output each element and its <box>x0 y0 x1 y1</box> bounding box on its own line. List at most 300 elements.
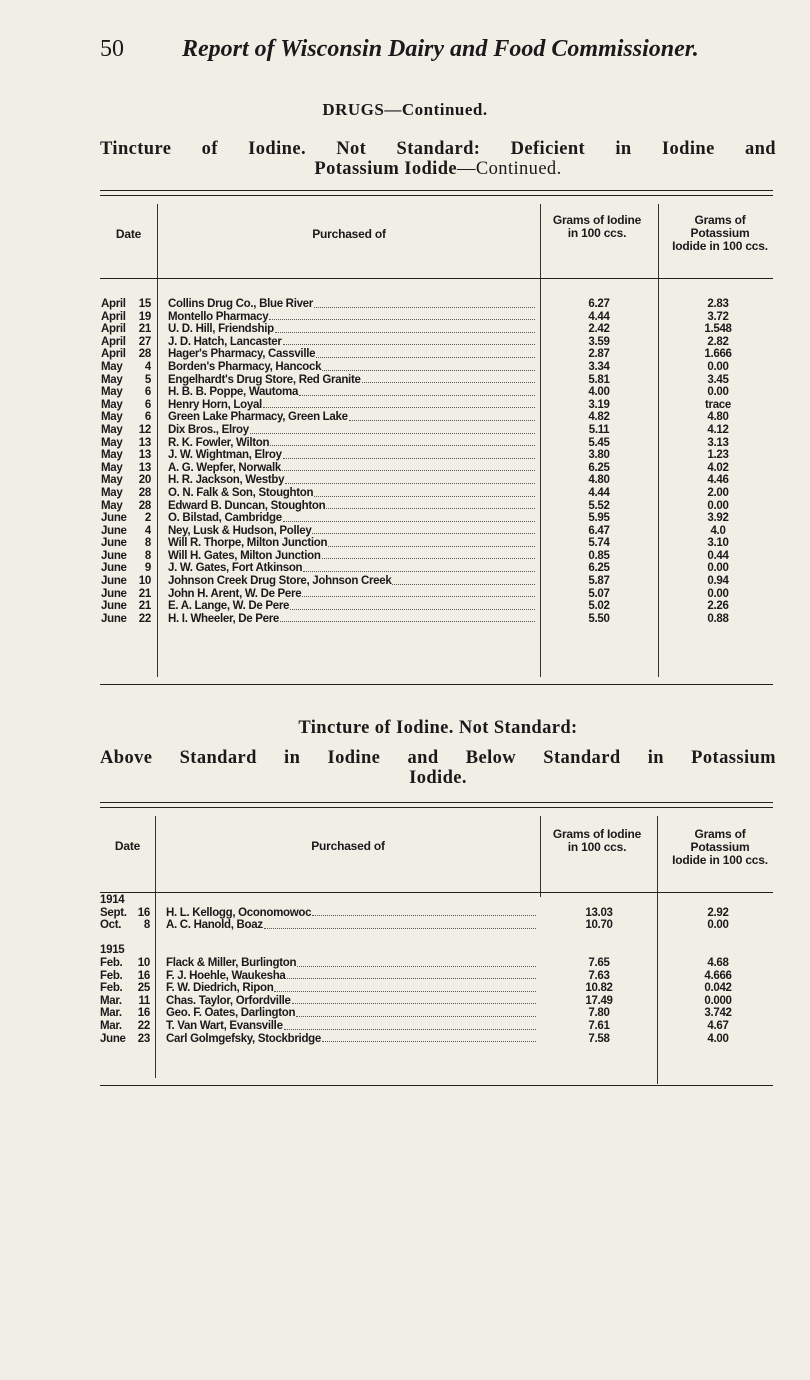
date-day: 28 <box>138 499 151 512</box>
iodine-value: 5.02 <box>588 600 610 613</box>
potassium-iodide-value: 4.68 <box>707 956 729 969</box>
potassium-iodide-value: 0.00 <box>707 499 729 512</box>
dot-leader <box>287 970 536 980</box>
purchased-of-name: H. L. Kellogg, Oconomowoc <box>166 906 312 919</box>
date-cell <box>101 361 151 374</box>
date-cell <box>101 323 151 336</box>
dot-leader <box>280 613 535 623</box>
potassium-iodide-value: 3.10 <box>707 537 729 550</box>
date-day: 28 <box>138 348 151 361</box>
dot-leader <box>314 298 535 308</box>
date-cell <box>101 550 151 563</box>
spacer-cell <box>552 932 646 945</box>
table1-date-column <box>101 298 151 625</box>
table2-divider <box>540 816 541 897</box>
date-day: 2 <box>144 512 151 525</box>
dot-leader <box>296 1007 536 1017</box>
date-month: June <box>101 549 127 562</box>
potassium-iodide-value: 2.82 <box>707 335 729 348</box>
date-cell <box>100 1007 150 1020</box>
date-month: May <box>101 386 123 399</box>
purchased-of-name: J. W. Wightman, Elroy <box>168 449 282 462</box>
date-month: June <box>101 612 127 625</box>
date-month: June <box>100 1032 126 1045</box>
iodine-value: 3.34 <box>588 360 610 373</box>
date-day: 28 <box>138 486 151 499</box>
purchased-of-name: Ney, Lusk & Hudson, Polley <box>168 524 312 537</box>
potassium-iodide-value: 2.83 <box>707 298 729 310</box>
iodine-value: 2.87 <box>588 348 610 361</box>
purchased-of-name: Carl Golmgefsky, Stockbridge <box>166 1032 321 1045</box>
iodine-value: 4.44 <box>588 486 610 499</box>
iodine-value: 5.45 <box>588 436 610 449</box>
iodine-value: 5.74 <box>588 537 610 550</box>
date-cell <box>100 1033 150 1046</box>
potassium-iodide-value: 1.23 <box>707 449 729 462</box>
year-text: 1915 <box>100 944 125 957</box>
iodine-value: 5.81 <box>588 373 610 386</box>
table2 <box>100 802 773 1094</box>
date-day: 6 <box>144 386 151 399</box>
potassium-iodide-value: 0.000 <box>704 994 732 1007</box>
purchased-of-cell <box>168 600 537 613</box>
date-day: 4 <box>144 524 151 537</box>
purchased-of-name: J. W. Gates, Fort Atkinson <box>168 562 303 575</box>
date-day: 27 <box>138 335 151 348</box>
potassium-iodide-value: 0.00 <box>707 562 729 575</box>
table1-heading-continued: —Continued. <box>457 159 562 179</box>
purchased-of-cell <box>168 550 537 563</box>
date-cell <box>101 487 151 500</box>
date-month: Mar. <box>100 1019 122 1032</box>
table2-divider <box>155 816 156 1078</box>
potassium-iodide-value: 3.45 <box>707 373 729 386</box>
table2-purchased-column <box>166 894 538 1045</box>
date-month: May <box>101 486 123 499</box>
potassium-iodide-value: 3.92 <box>707 512 729 525</box>
iodine-value: 10.70 <box>585 919 613 932</box>
table2-header-iodine: Grams of Iodine in 100 ccs. <box>552 827 642 854</box>
purchased-of-name: T. Van Wart, Evansville <box>166 1019 283 1032</box>
dot-leader <box>392 575 535 585</box>
table2-header-purchased: Purchased of <box>311 839 385 853</box>
purchased-of-cell <box>168 311 537 324</box>
date-cell <box>100 970 150 983</box>
date-cell <box>101 500 151 513</box>
date-cell <box>100 919 150 932</box>
purchased-of-cell <box>168 411 537 424</box>
date-day: 19 <box>138 310 151 323</box>
table1-header-rule <box>100 278 773 279</box>
date-cell <box>101 562 151 575</box>
purchased-of-cell <box>168 575 537 588</box>
purchased-of-cell <box>168 424 537 437</box>
table1-heading <box>100 139 776 179</box>
purchased-of-cell <box>168 437 537 450</box>
purchased-of-cell <box>168 512 537 525</box>
spacer-cell <box>670 932 766 945</box>
iodine-value: 5.50 <box>588 612 610 625</box>
table1-iodine-column <box>552 298 646 625</box>
purchased-of-cell <box>166 919 538 932</box>
iodine-value: 3.80 <box>588 449 610 462</box>
potassium-iodide-value: 4.67 <box>707 1019 729 1032</box>
dot-leader <box>322 361 535 371</box>
potassium-iodide-value: 4.80 <box>707 411 729 424</box>
date-day: 20 <box>138 474 151 487</box>
dot-leader <box>283 512 535 522</box>
purchased-of-name: Montello Pharmacy <box>168 310 269 323</box>
potassium-iodide-value: 4.00 <box>707 1032 729 1045</box>
potassium-iodide-value: 3.742 <box>704 1007 732 1020</box>
purchased-of-cell <box>166 1033 538 1046</box>
table1-purchased-column <box>168 298 537 625</box>
potassium-iodide-value: 2.92 <box>707 906 729 919</box>
date-cell <box>101 311 151 324</box>
potassium-iodide-value: 0.042 <box>704 982 732 995</box>
date-month: April <box>101 298 126 310</box>
table2-header-date: Date <box>114 839 141 853</box>
dot-leader <box>349 411 535 421</box>
potassium-iodide-value: trace <box>705 398 731 411</box>
iodine-value: 5.11 <box>588 423 610 436</box>
iodine-value: 5.95 <box>588 512 610 525</box>
date-month: Feb. <box>100 956 123 969</box>
date-day: 10 <box>137 956 150 969</box>
date-month: June <box>101 587 127 600</box>
dot-leader <box>283 336 535 346</box>
table2-divider <box>657 816 658 1084</box>
dot-leader <box>274 982 536 992</box>
date-month: May <box>101 360 123 373</box>
date-month: April <box>101 348 126 361</box>
potassium-iodide-value: 0.94 <box>707 575 729 588</box>
purchased-of-cell <box>168 386 537 399</box>
purchased-of-cell <box>166 982 538 995</box>
date-day: 10 <box>138 575 151 588</box>
table1-header-potassium: Grams of Potassium Iodide in 100 ccs. <box>672 213 768 253</box>
date-month: May <box>101 398 123 411</box>
date-day: 13 <box>138 436 151 449</box>
dot-leader <box>312 907 536 917</box>
date-cell <box>101 575 151 588</box>
date-month: May <box>101 449 123 462</box>
iodine-value: 7.65 <box>588 956 610 969</box>
table2-heading <box>100 718 776 788</box>
iodine-value: 0.85 <box>588 549 610 562</box>
potassium-iodide-value: 4.02 <box>707 461 729 474</box>
blank-cell <box>552 894 646 907</box>
table2-date-column <box>100 894 150 1045</box>
dot-leader <box>297 957 536 967</box>
date-cell <box>101 512 151 525</box>
table2-potassium-column <box>670 894 766 1045</box>
dot-leader <box>269 311 535 321</box>
purchased-of-name: O. N. Falk & Son, Stoughton <box>168 486 314 499</box>
purchased-of-name: O. Bilstad, Cambridge <box>168 512 282 525</box>
iodine-value: 10.82 <box>585 982 613 995</box>
dot-leader <box>299 386 535 396</box>
date-day: 11 <box>138 994 150 1007</box>
date-month: May <box>101 499 123 512</box>
date-month: May <box>101 474 123 487</box>
date-month: Oct. <box>100 919 122 932</box>
date-day: 21 <box>138 587 151 600</box>
iodine-value: 7.61 <box>588 1019 610 1032</box>
date-cell <box>101 437 151 450</box>
date-day: 25 <box>137 982 150 995</box>
running-head <box>100 36 750 66</box>
date-cell <box>101 348 151 361</box>
section-title: DRUGS—Continued. <box>322 100 488 119</box>
dot-leader <box>250 424 535 434</box>
dot-leader <box>290 600 535 610</box>
running-title: Report of Wisconsin Dairy and Food Commissioner. <box>182 36 699 62</box>
date-month: Feb. <box>100 982 123 995</box>
date-cell <box>101 588 151 601</box>
date-cell <box>101 474 151 487</box>
table2-header-rule <box>100 892 773 893</box>
date-day: 8 <box>144 537 151 550</box>
purchased-of-name: John H. Arent, W. De Pere <box>168 587 302 600</box>
purchased-of-name: Hager's Pharmacy, Cassville <box>168 348 316 361</box>
purchased-of-cell <box>166 995 538 1008</box>
date-day: 13 <box>138 461 151 474</box>
dot-leader <box>322 1033 536 1043</box>
potassium-iodide-value: 4.46 <box>707 474 729 487</box>
table1-header-purchased: Purchased of <box>312 227 386 241</box>
date-day: 13 <box>138 449 151 462</box>
purchased-of-cell <box>168 348 537 361</box>
date-cell <box>101 298 151 311</box>
iodine-value: 6.25 <box>588 562 610 575</box>
date-month: April <box>101 323 126 336</box>
table1-divider <box>157 204 158 677</box>
purchased-of-name: Chas. Taylor, Orfordville <box>166 994 291 1007</box>
iodine-value: 5.87 <box>588 575 610 588</box>
year-label <box>100 944 150 957</box>
date-month: June <box>101 575 127 588</box>
purchased-of-name: Johnson Creek Drug Store, Johnson Creek <box>168 575 392 588</box>
table1-potassium-column <box>670 298 766 625</box>
potassium-iodide-value: 2.26 <box>707 600 729 613</box>
blank-cell <box>670 894 766 907</box>
date-month: Mar. <box>100 994 122 1007</box>
date-day: 16 <box>137 969 150 982</box>
table1-divider <box>540 204 541 677</box>
potassium-iodide-value: 4.12 <box>707 423 729 436</box>
dot-leader <box>328 537 535 547</box>
table2-heading-line2: Above Standard in Iodine and Below Standard in Potassium <box>100 748 776 768</box>
iodine-value: 5.52 <box>588 499 610 512</box>
purchased-of-name: Geo. F. Oates, Darlington <box>166 1007 296 1020</box>
purchased-of-cell <box>166 970 538 983</box>
date-month: Sept. <box>100 906 127 919</box>
dot-leader <box>263 399 535 409</box>
purchased-of-name: R. K. Fowler, Wilton <box>168 436 270 449</box>
date-cell <box>100 995 150 1008</box>
purchased-of-cell <box>168 399 537 412</box>
purchased-of-cell <box>168 525 537 538</box>
dot-leader <box>292 995 536 1005</box>
date-cell <box>101 537 151 550</box>
dot-leader <box>264 919 536 929</box>
iodine-value: 7.63 <box>588 969 610 982</box>
purchased-of-cell <box>168 462 537 475</box>
date-cell <box>101 462 151 475</box>
date-day: 22 <box>137 1019 150 1032</box>
iodine-value: 4.80 <box>588 474 610 487</box>
date-cell <box>101 399 151 412</box>
dot-leader <box>270 437 535 447</box>
dot-leader <box>275 323 535 333</box>
table1-heading-line2 <box>100 159 776 179</box>
potassium-iodide-value: 0.88 <box>707 612 729 625</box>
purchased-of-name: Flack & Miller, Burlington <box>166 956 297 969</box>
purchased-of-cell <box>168 537 537 550</box>
date-day: 6 <box>144 398 151 411</box>
purchased-of-name: A. C. Hanold, Boaz <box>166 919 263 932</box>
purchased-of-cell <box>168 474 537 487</box>
date-cell <box>100 957 150 970</box>
date-cell <box>101 336 151 349</box>
table2-iodine-column <box>552 894 646 1045</box>
purchased-of-cell <box>168 500 537 513</box>
iodine-value: 2.42 <box>588 323 610 336</box>
iodine-value: 4.00 <box>588 386 610 399</box>
potassium-iodide-value: 3.13 <box>707 436 729 449</box>
iodine-value: 3.59 <box>588 335 610 348</box>
dot-leader <box>316 348 535 358</box>
date-day: 15 <box>138 298 151 310</box>
page-number: 50 <box>100 36 124 62</box>
dot-leader <box>285 474 535 484</box>
date-month: June <box>101 562 127 575</box>
purchased-of-name: F. J. Hoehle, Waukesha <box>166 969 286 982</box>
purchased-of-cell <box>166 957 538 970</box>
table1-heading-line2-text: Potassium Iodide <box>314 159 457 179</box>
purchased-of-cell <box>168 562 537 575</box>
dot-leader <box>303 562 535 572</box>
potassium-iodide-value: 0.00 <box>707 919 729 932</box>
date-month: May <box>101 436 123 449</box>
date-month: Mar. <box>100 1007 122 1020</box>
date-cell <box>101 613 151 626</box>
potassium-iodide-value: 3.72 <box>707 310 729 323</box>
date-day: 8 <box>144 549 151 562</box>
dot-leader <box>326 500 535 510</box>
table2-top-rule <box>100 802 773 808</box>
purchased-of-name: Collins Drug Co., Blue River <box>168 298 313 310</box>
date-day: 9 <box>144 562 151 575</box>
year-text: 1914 <box>100 894 125 906</box>
date-day: 23 <box>137 1032 150 1045</box>
table1-divider <box>658 204 659 677</box>
iodine-value: 6.25 <box>588 461 610 474</box>
spacer-cell <box>166 932 538 945</box>
iodine-value: 13.03 <box>585 906 613 919</box>
table1 <box>100 190 773 690</box>
purchased-of-cell <box>168 323 537 336</box>
iodine-value: 6.47 <box>588 524 610 537</box>
blank-cell <box>166 894 538 907</box>
iodine-value: 6.27 <box>588 298 610 310</box>
dot-leader <box>302 588 535 598</box>
iodine-value: 5.07 <box>588 587 610 600</box>
potassium-iodide-value: 0.44 <box>707 549 729 562</box>
table1-heading-line1: Tincture of Iodine. Not Standard: Deficient in Iodine and <box>100 139 776 159</box>
spacer-cell <box>100 932 150 945</box>
dot-leader <box>322 550 535 560</box>
purchased-of-cell <box>168 374 537 387</box>
date-day: 16 <box>137 906 150 919</box>
purchased-of-name: Will H. Gates, Milton Junction <box>168 549 321 562</box>
purchased-of-name: E. A. Lange, W. De Pere <box>168 600 290 613</box>
iodine-value: 7.80 <box>588 1007 610 1020</box>
purchased-of-cell <box>166 1020 538 1033</box>
table1-header-iodine: Grams of Iodine in 100 ccs. <box>552 213 642 240</box>
purchased-of-name: J. D. Hatch, Lancaster <box>168 335 282 348</box>
purchased-of-name: A. G. Wepfer, Norwalk <box>168 461 281 474</box>
purchased-of-name: H. I. Wheeler, De Pere <box>168 612 280 625</box>
dot-leader <box>284 1020 536 1030</box>
blank-cell <box>670 944 766 957</box>
purchased-of-cell <box>168 361 537 374</box>
iodine-value: 4.82 <box>588 411 610 424</box>
date-month: May <box>101 423 123 436</box>
dot-leader <box>312 525 535 535</box>
blank-cell <box>166 944 538 957</box>
purchased-of-cell <box>168 449 537 462</box>
purchased-of-name: Borden's Pharmacy, Hancock <box>168 360 322 373</box>
purchased-of-cell <box>168 613 537 626</box>
purchased-of-name: H. B. B. Poppe, Wautoma <box>168 386 299 399</box>
potassium-iodide-value: 1.666 <box>704 348 732 361</box>
purchased-of-name: Henry Horn, Loyal <box>168 398 262 411</box>
date-cell <box>100 907 150 920</box>
purchased-of-name: Edward B. Duncan, Stoughton <box>168 499 326 512</box>
date-cell <box>100 982 150 995</box>
table2-header-potassium: Grams of Potassium Iodide in 100 ccs. <box>672 827 768 867</box>
iodine-value: 7.58 <box>588 1032 610 1045</box>
date-day: 5 <box>144 373 151 386</box>
purchased-of-name: H. R. Jackson, Westby <box>168 474 285 487</box>
date-month: May <box>101 373 123 386</box>
date-cell <box>101 411 151 424</box>
date-day: 22 <box>138 612 151 625</box>
table1-bottom-rule <box>100 684 773 685</box>
date-month: April <box>101 310 126 323</box>
date-month: June <box>101 524 127 537</box>
table2-heading-line1: Tincture of Iodine. Not Standard: <box>298 718 578 738</box>
date-month: June <box>101 512 127 525</box>
purchased-of-name: F. W. Diedrich, Ripon <box>166 982 274 995</box>
purchased-of-cell <box>168 487 537 500</box>
iodine-value: 4.44 <box>588 310 610 323</box>
date-day: 6 <box>144 411 151 424</box>
potassium-iodide-value: 0.00 <box>707 587 729 600</box>
purchased-of-cell <box>166 907 538 920</box>
purchased-of-cell <box>168 298 537 311</box>
purchased-of-cell <box>168 588 537 601</box>
date-cell <box>101 600 151 613</box>
year-label <box>100 894 150 907</box>
dot-leader <box>282 462 535 472</box>
date-month: May <box>101 461 123 474</box>
purchased-of-cell <box>166 1007 538 1020</box>
potassium-iodide-value: 0.00 <box>707 360 729 373</box>
date-cell <box>101 525 151 538</box>
